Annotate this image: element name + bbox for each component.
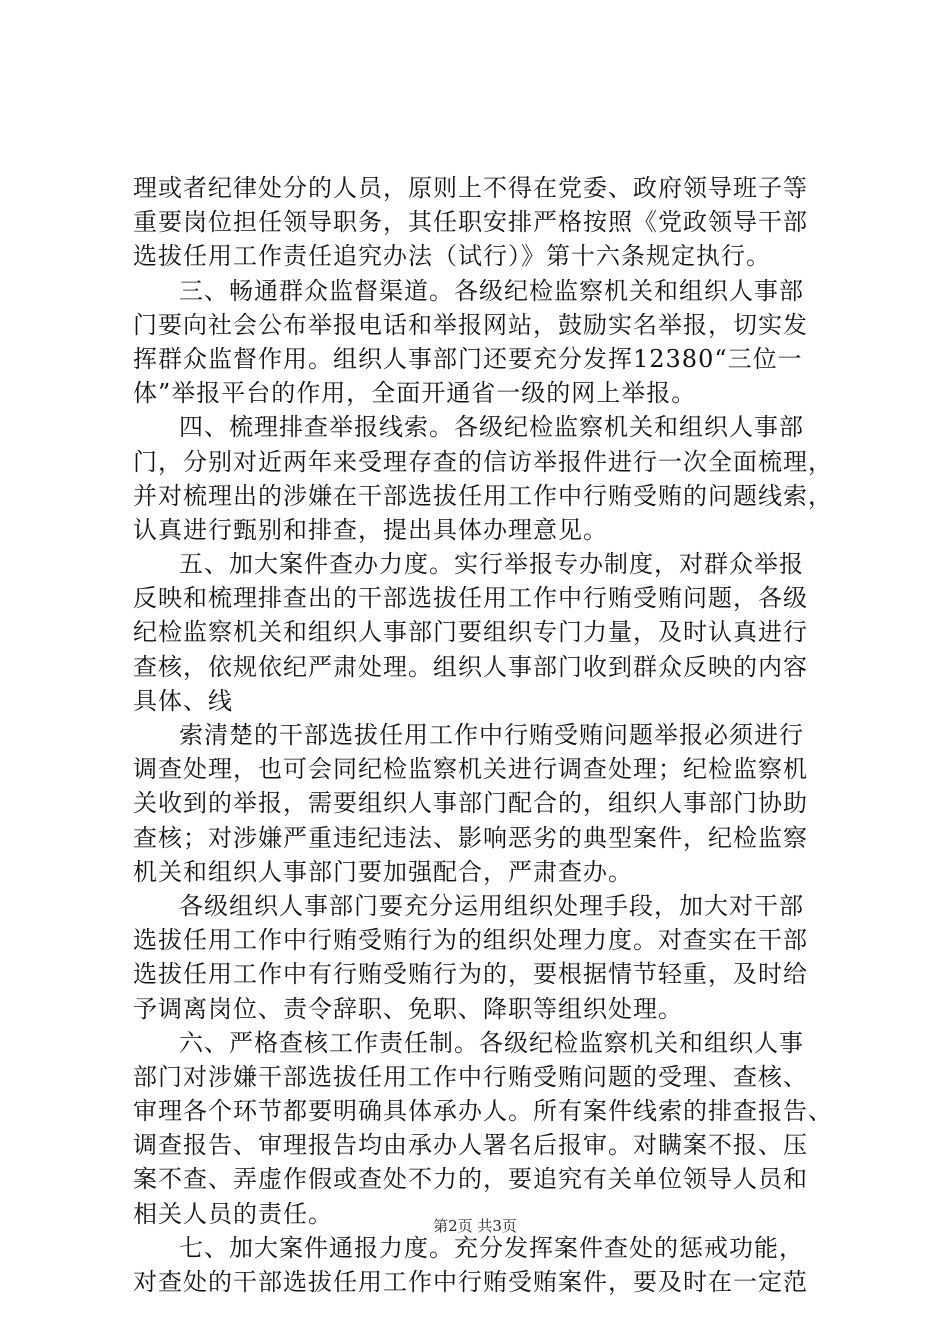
page-footer: 第2页 共3页 bbox=[433, 1217, 517, 1235]
text-line: 部门对涉嫌干部选拔任用工作中行贿受贿问题的受理、查核、 bbox=[133, 1062, 808, 1091]
text-line: 选拔任用工作中行贿受贿行为的组织处理力度。对查实在干部 bbox=[133, 926, 808, 955]
text-line: 门要向社会公布举报电话和举报网站，鼓励实名举报，切实发 bbox=[133, 310, 808, 339]
text-line: 选拔任用工作责任追究办法（试行）》第十六条规定执行。 bbox=[133, 242, 771, 271]
document-body bbox=[133, 171, 833, 1299]
text-line: 纪检监察机关和组织人事部门要组织专门力量，及时认真进行 bbox=[133, 618, 808, 647]
text-line: 调查处理，也可会同纪检监察机关进行调查处理；纪检监察机 bbox=[133, 755, 808, 784]
text-line: 审理各个环节都要明确具体承办人。所有案件线索的排查报告、 bbox=[133, 1097, 833, 1126]
paragraph-first-line: 三、畅通群众监督渠道。各级纪检监察机关和组织人事部 bbox=[179, 276, 804, 305]
text-line: 机关和组织人事部门要加强配合，严肃查办。 bbox=[133, 857, 633, 886]
text-line: 查核，依规依纪严肃处理。组织人事部门收到群众反映的内容 bbox=[133, 652, 808, 681]
text-line: 认真进行甄别和排查，提出具体办理意见。 bbox=[133, 515, 608, 544]
paragraph-first-line: 六、严格查核工作责任制。各级纪检监察机关和组织人事 bbox=[179, 1028, 804, 1057]
text-line: 选拔任用工作中有行贿受贿行为的，要根据情节轻重，及时给 bbox=[133, 960, 808, 989]
text-line: 反映和梳理排查出的干部选拔任用工作中行贿受贿问题，各级 bbox=[133, 584, 808, 613]
text-line: 予调离岗位、责令辞职、免职、降职等组织处理。 bbox=[133, 994, 683, 1023]
text-line: 门，分别对近两年来受理存查的信访举报件进行一次全面梳理， bbox=[133, 447, 833, 476]
paragraph-first-line: 五、加大案件查办力度。实行举报专办制度，对群众举报 bbox=[179, 550, 804, 579]
paragraph-first-line: 四、梳理排查举报线索。各级纪检监察机关和组织人事部 bbox=[179, 413, 804, 442]
text-line: 并对梳理出的涉嫌在干部选拔任用工作中行贿受贿的问题线索， bbox=[133, 481, 833, 510]
text-line: 关收到的举报，需要组织人事部门配合的，组织人事部门协助 bbox=[133, 789, 808, 818]
paragraph-first-line: 七、加大案件通报力度。充分发挥案件查处的惩戒功能， bbox=[179, 1233, 804, 1262]
text-line: 相关人员的责任。 bbox=[133, 1199, 333, 1228]
text-line: 挥群众监督作用。组织人事部门还要充分发挥12380“三位一 bbox=[133, 344, 803, 373]
paragraph-first-line: 各级组织人事部门要充分运用组织处理手段，加大对干部 bbox=[179, 891, 804, 920]
text-line: 查核；对涉嫌严重违纪违法、影响恶劣的典型案件，纪检监察 bbox=[133, 823, 808, 852]
paragraph-first-line: 索清楚的干部选拔任用工作中行贿受贿问题举报必须进行 bbox=[179, 721, 804, 749]
text-line: 具体、线 bbox=[133, 686, 233, 715]
text-line: 重要岗位担任领导职务，其任职安排严格按照《党政领导干部 bbox=[133, 208, 808, 237]
text-line: 体”举报平台的作用，全面开通省一级的网上举报。 bbox=[133, 379, 697, 408]
text-line: 对查处的干部选拔任用工作中行贿受贿案件，要及时在一定范 bbox=[133, 1268, 808, 1296]
text-line: 案不查、弄虚作假或查处不力的，要追究有关单位领导人员和 bbox=[133, 1165, 808, 1194]
text-line: 理或者纪律处分的人员，原则上不得在党委、政府领导班子等 bbox=[133, 174, 808, 202]
text-line: 调查报告、审理报告均由承办人署名后报审。对瞒案不报、压 bbox=[133, 1131, 808, 1160]
